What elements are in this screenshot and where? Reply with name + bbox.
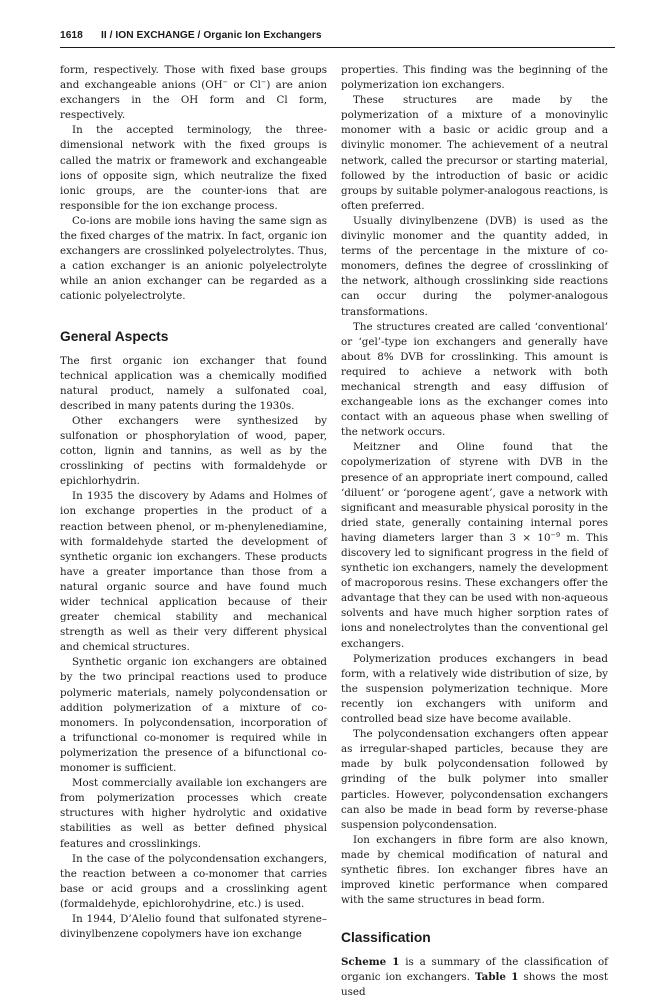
paragraph: In the accepted terminology, the three-dimensional network with the fixed groups is called the matrix or framework and exchangeable ions of opposite sign, which neutralize the fixed ionic groups, are the counter-ions that are responsible for the ion exchange process. [60, 124, 327, 212]
page-number: 1618 [60, 30, 83, 41]
paragraph: In the case of the polycondensation exchangers, the reaction between a co-monomer that carries base or acid groups and a crosslinking agent (formaldehyde, epichlorohydrine, etc.) is used. [60, 852, 327, 910]
paragraph: Other exchangers were synthesized by sulfonation or phosphorylation of wood, paper, cotton, lignin and tannins, as well as by the crosslinking of pectins with formaldehyde or epichlorhydrin. [60, 414, 327, 488]
section-heading-general-aspects: General Aspects [60, 328, 169, 344]
paragraph: properties. This finding was the beginning of the polymerization ion exchangers. [341, 64, 608, 92]
paragraph: form, respectively. Those with fixed base groups and exchangeable anions (OH− or Cl−) are anion exchangers in the OH form and Cl form, respectively. [60, 64, 327, 122]
scheme-reference: Scheme 1 [341, 956, 400, 969]
paragraph: Polymerization produces exchangers in bead form, with a relatively wide distribution of size, by the suspension polymerization technique. More recently ion exchangers with uniform and controlled bead size have become available. [341, 652, 608, 726]
section-heading-classification: Classification [341, 930, 431, 946]
paragraph: The first organic ion exchanger that found technical application was a chemically modified natural product, namely a sulfonated coal, described in many patents during the 1930s. [60, 354, 327, 412]
paragraph: Meitzner and Oline found that the copolymerization of styrene with DVB in the presence of an appropriate inert compound, called ‘diluent’ or ‘porogene agent’, gave a network with significant and measurable physical porosity in the dried state, generally containing internal pores having diameters larger than $3 \times 10^{-9}$ m. This discovery led to significant progress in the field of synthetic ion exchangers, namely the development of macroporous resins. These exchangers offer the advantage that they can be used with non-aqueous solvents and have much higher sorption rates of ions and nonelectrolytes than the conventional gel exchangers. [341, 441, 608, 650]
running-title: II / ION EXCHANGE / Organic Ion Exchangers [101, 30, 322, 41]
paragraph: In 1935 the discovery by Adams and Holmes of ion exchange properties in the product of a reaction between phenol, or m-phenylenediamine, with formaldehyde started the development of synthetic organic ion exchangers. These products have a greater importance than those from a natural organic source and have found much wider technical application because of their greater chemical stability and mechanical strength as well as their very different physical and chemical structures. [60, 490, 327, 654]
paragraph: Co-ions are mobile ions having the same sign as the fixed charges of the matrix. In fact, organic ion exchangers are crosslinked polyelectrolytes. Thus, a cation exchanger is an anionic polyelectrolyte while an anion exchanger can be regarded as a cationic polyelectrolyte. [60, 214, 327, 303]
paragraph: Ion exchangers in fibre form are also known, made by chemical modification of natural and synthetic fibres. Ion exchanger fibres have an improved kinetic performance when compared with the same structures in bead form. [341, 833, 608, 907]
paragraph: The polycondensation exchangers often appear as irregular-shaped particles, because they are made by bulk polycondensation followed by grinding of the bulk polymer into smaller particles. However, polycondensation exchangers can also be made in bead form by reverse-phase suspension polycondensation. [341, 728, 608, 831]
paragraph: The structures created are called ‘conventional’ or ‘gel’-type ion exchangers and generally have about 8% DVB for crosslinking. This amount is required to achieve a network with both mechanical strength and easy diffusion of exchangeable ions as the exchanger comes into contact with an aqueous phase when swelling of the network occurs. [341, 320, 608, 439]
paragraph: Scheme 1 is a summary of the classification of organic ion exchangers. Table 1 shows the most used [341, 956, 609, 999]
table-reference: Table 1 [474, 971, 519, 984]
right-column [341, 63, 608, 1001]
left-column [60, 63, 327, 942]
paragraph: Usually divinylbenzene (DVB) is used as the divinylic monomer and the quantity added, in terms of the percentage in the mixture of co-monomers, defines the degree of crosslinking of the network, although crosslinking side reactions can occur during the polymer-analogous transformations. [341, 214, 608, 318]
paragraph: Synthetic organic ion exchangers are obtained by the two principal reactions used to produce polymeric materials, namely polycondensation or addition polymerization of a mixture of co-monomers. In polycondensation, incorporation of a trifunctional co-monomer is required while in polymerization the presence of a bifunctional co-monomer is sufficient. [60, 656, 327, 775]
paragraph: Most commercially available ion exchangers are from polymerization processes which create structures with higher hydrolytic and oxidative stabilities as well as better defined physical features and crosslinkings. [60, 777, 327, 850]
running-header [60, 27, 615, 48]
paragraph: These structures are made by the polymerization of a mixture of a monovinylic monomer with a basic or acidic group and a divinylic monomer. The achievement of a neutral network, called the precursor or starting material, followed by the introduction of basic or acidic groups by suitable polymer-analogous reactions, is often preferred. [341, 94, 608, 212]
paragraph: In 1944, D’Alelio found that sulfonated styrene–divinylbenzene copolymers have ion exchange [60, 912, 327, 941]
